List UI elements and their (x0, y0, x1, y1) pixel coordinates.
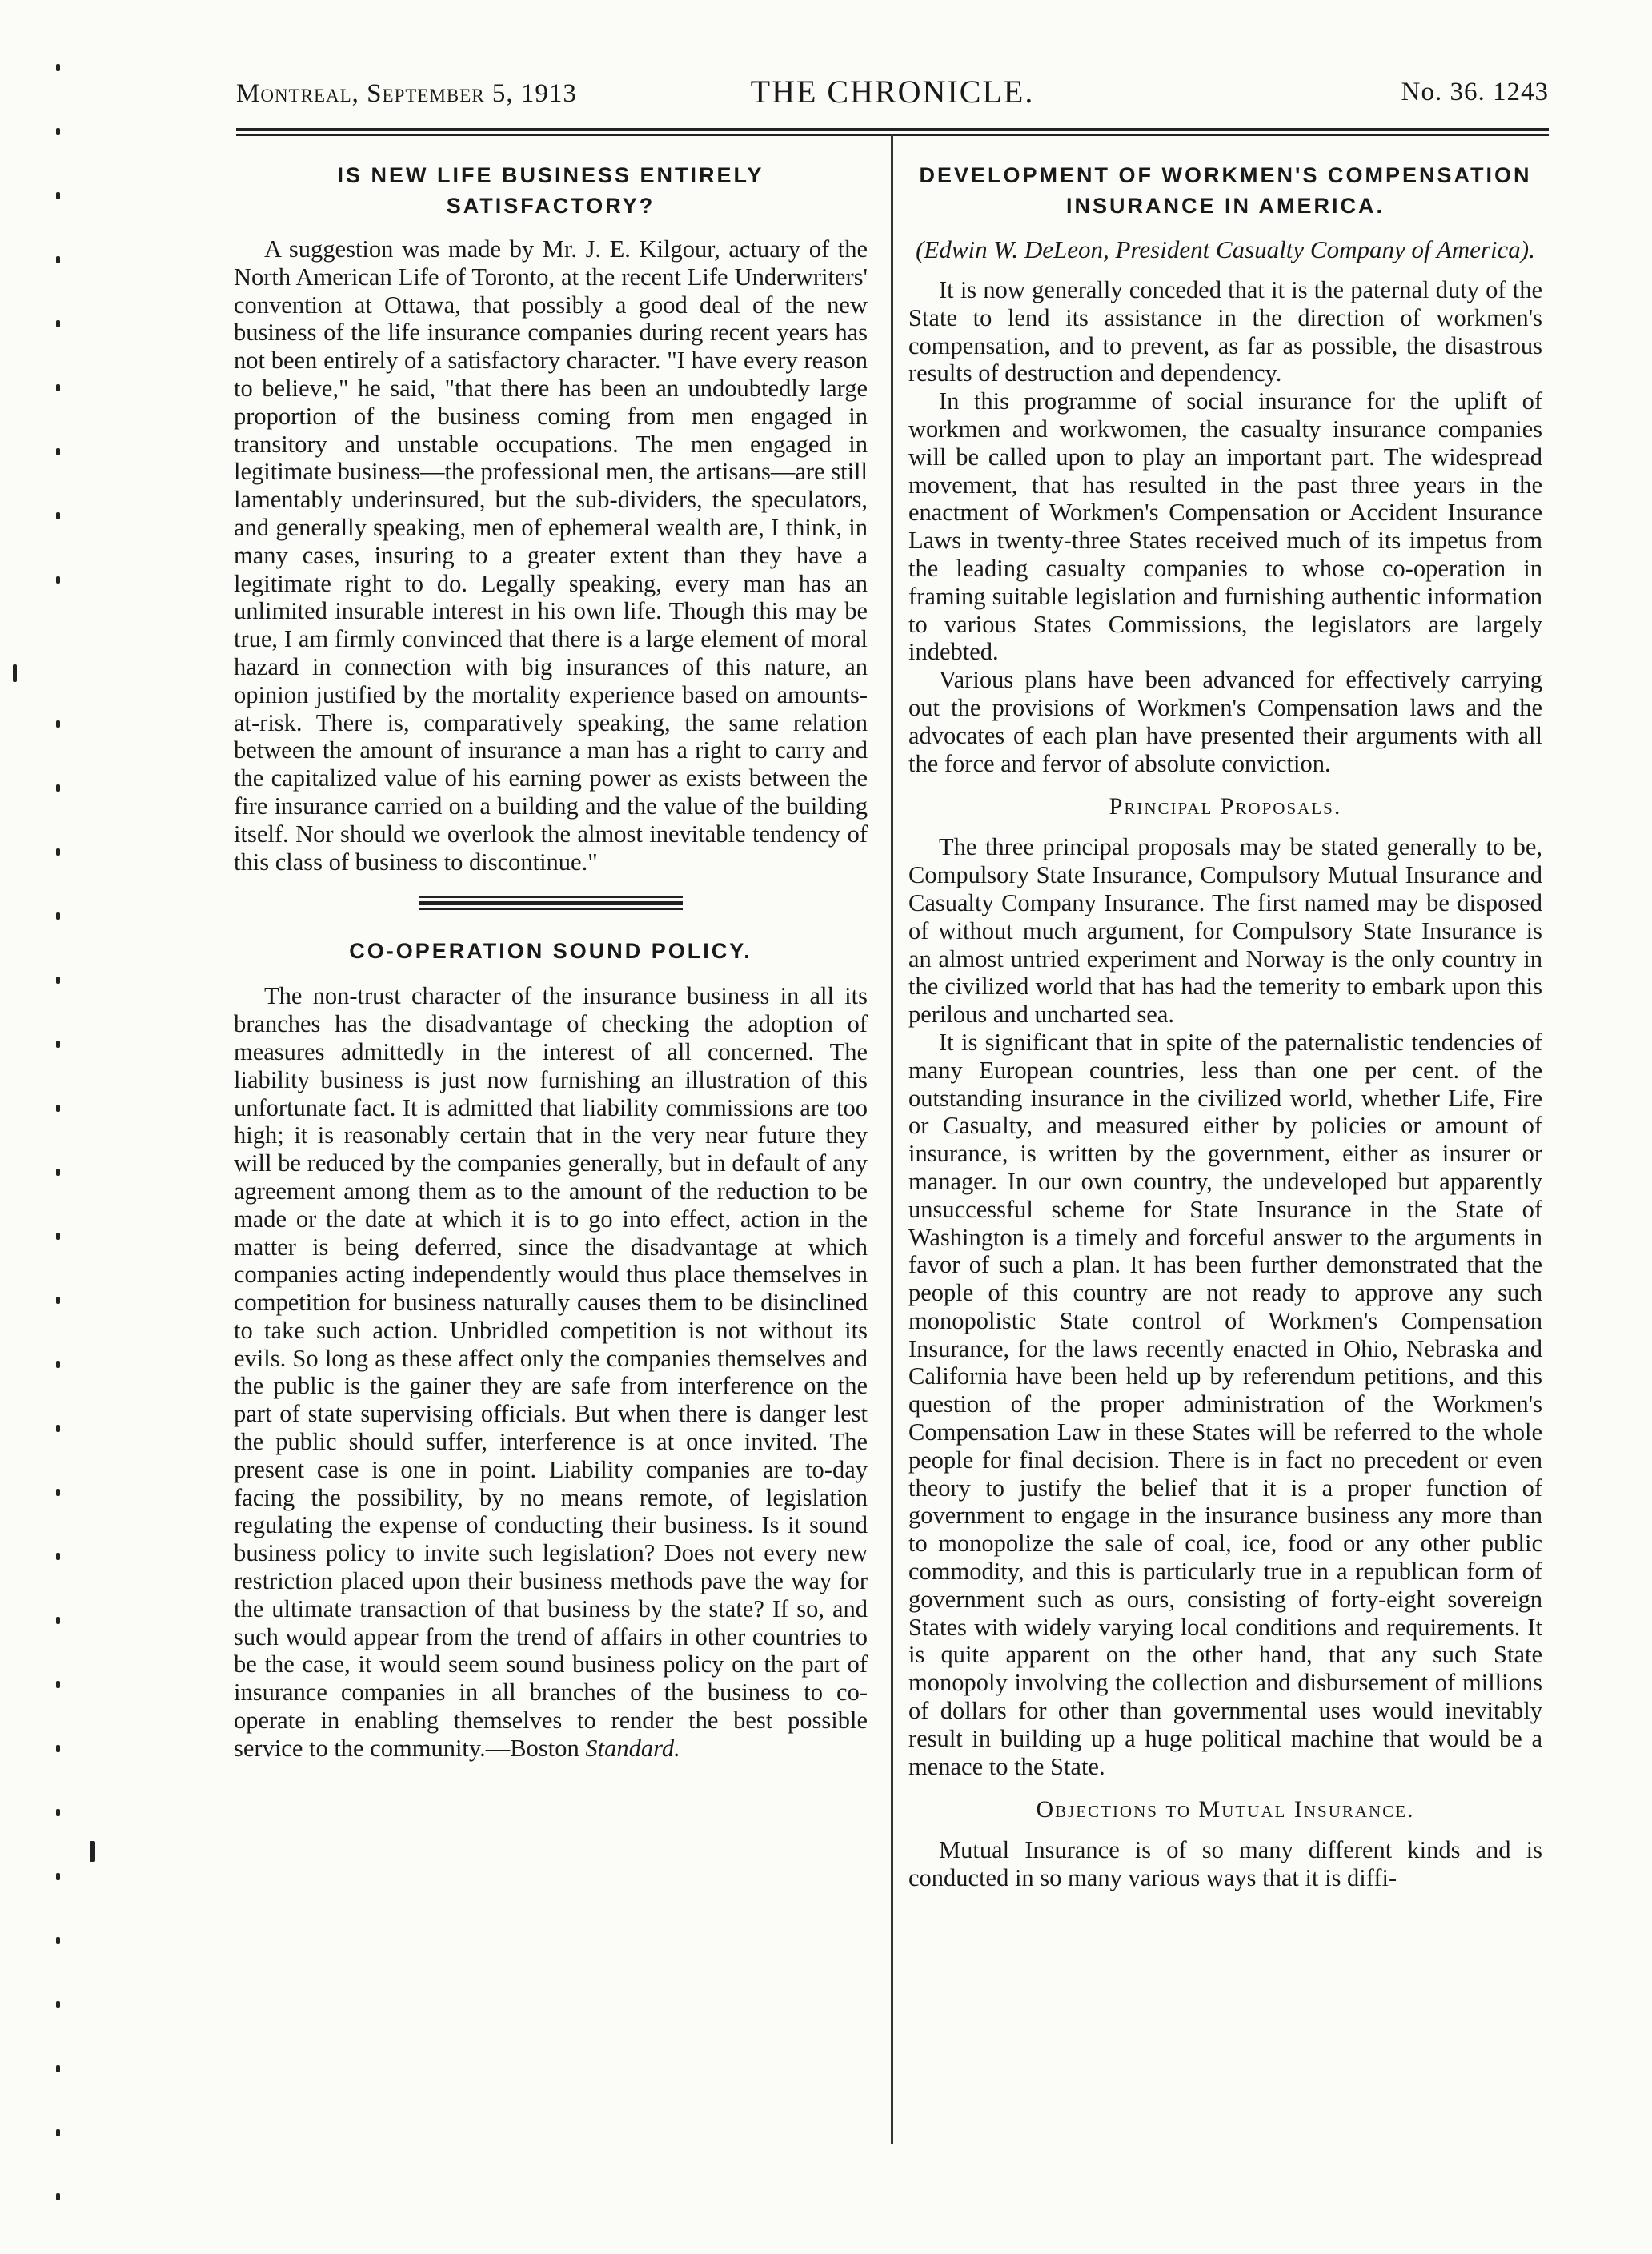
page-header (236, 68, 1549, 116)
publication-title: THE CHRONICLE. (750, 74, 1035, 110)
article-title: IS NEW LIFE BUSINESS ENTIRELY SATISFACTORY? (337, 163, 764, 218)
source-credit: Standard. (585, 1734, 680, 1762)
article-paragraph: Various plans have been advanced for effectively carrying out the provisions of Workmen's Compensation laws and the advocates of each plan have presented their arguments with all the force and fervor of absolute conviction. (908, 666, 1542, 777)
binding-margin (0, 0, 80, 2254)
article-byline: (Edwin W. DeLeon, President Casualty Company of America). (916, 235, 1535, 263)
right-column (908, 160, 1542, 1892)
left-column (234, 160, 868, 1763)
paragraph-text: The non-trust character of the insurance business in all its branches has the disadvantage of checking the adoption of measures admittedly in the interest of all concerned. The liability business is just now furnishing an illustration of this unfortunate fact. It is admitted that liability commissions are too high; it is reasonably certain that in the very near future they will be reduced by the companies generally, but in default of any agreement among them as to the amount of the reduction to be made or the date at which it is to go into effect, action in the matter is being deferred, since the disadvantage at which companies acting independently would thus place themselves in competition for business naturally causes them to be disinclined to take such action. Unbridled competition is not without its evils. So long as these affect only the companies themselves and the public is the gainer they are safe from interference on the part of state supervising officials. But when there is danger lest the public should suffer, interference is at once invited. The present case is one in point. Liability companies are to-day facing the possibility, by no means remote, of legislation regulating the expense of conducting their business. Is it sound business policy to invite such legislation? Does not every new restriction placed upon their business methods pave the way for the ultimate transaction of that business by the state? If so, and such would appear from the trend of affairs in other countries to be the case, it would seem sound business policy on the part of insurance companies in all branches of the business to co-operate in enabling themselves to render the best possible service to the community.—Boston (234, 982, 868, 1762)
article-title: CO-OPERATION SOUND POLICY. (349, 939, 752, 964)
article-paragraph: A suggestion was made by Mr. J. E. Kilgour, actuary of the North American Life of Toronto, at the recent Life Underwriters' convention at Ottawa, that possibly a good deal of the new business of the life insurance companies during recent years has not been entirely of a satisfactory character. "I have every reason to believe," he said, "that there has been an undoubtedly large proportion of the business coming from men engaged in transitory and unstable occupations. The men engaged in legitimate business—the professional men, the artisans—are still lamentably underinsured, but the sub-dividers, the speculators, and generally speaking, men of ephemeral wealth are, I think, in many cases, insuring to a greater extent than they have a legitimate right to do. Legally speaking, every man has an unlimited insurable interest in his own life. Though this may be true, I am firmly convinced that there is a large element of moral hazard in connection with big insurances of this nature, an opinion justified by the mortality experience based on amounts-at-risk. There is, comparatively speaking, the same relation between the amount of insurance a man has a right to carry and the capitalized value of his earning power as exists between the fire insurance carried on a building and the value of the building itself. Nor should we overlook the almost inevitable tendency of this class of business to discontinue." (234, 235, 868, 876)
header-rule-thick (236, 128, 1549, 131)
column-divider (891, 134, 893, 2144)
section-heading: Objections to Mutual Insurance. (1036, 1796, 1415, 1823)
article-paragraph: In this programme of social insurance for the uplift of workmen and workwomen, the casualty insurance companies will be called upon to play an important part. The widespread movement, that has resulted in the past three years in the enactment of Workmen's Compensation or Accident Insurance Laws in twenty-three States received much of its impetus from the leading casualty companies to whose co-operation in framing suitable legislation and furnishing authentic information to various States Commissions, the legislators are largely indebted. (908, 387, 1542, 666)
article-separator (419, 896, 683, 910)
article-cooperation-policy (234, 936, 868, 1762)
article-paragraph (234, 982, 868, 1762)
article-new-life-business (234, 160, 868, 876)
article-paragraph: It is significant that in spite of the paternalistic tendencies of many European countries, less than one per cent. of the outstanding insurance in the civilized world, whether Life, Fire or Casualty, and measured either by policies or amount of insurance, is written by the government, either as insurer or manager. In our own country, the undeveloped but apparently unsuccessful scheme for State Insurance in the State of Washington is a timely and forceful answer to the arguments in favor of such a plan. It has been further demonstrated that the people of this country are not ready to approve any such monopolistic State control of Workmen's Compensation Insurance, for the laws recently enacted in Ohio, Nebraska and California have been held up by referendum petitions, and this question of the proper administration of the Workmen's Compensation Law in these States will be referred to the whole people for final decision. There is in fact no precedent or even theory to justify the belief that it is a proper function of government to engage in the insurance business any more than to monopolize the sale of coal, ice, food or any other public commodity, and this is particularly true in a republican form of government such as ours, consisting of forty-eight sovereign States with widely varying local conditions and requirements. It is quite apparent on the other hand, that any such State monopoly involving the collection and disbursement of millions of dollars for other than governmental uses would inevitably result in building up a huge political machine that would be a menace to the State. (908, 1028, 1542, 1780)
article-paragraph: Mutual Insurance is of so many different kinds and is conducted in so many various ways that it is diffi- (908, 1836, 1542, 1892)
article-title: DEVELOPMENT OF WORKMEN'S COMPENSATION INSURANCE IN AMERICA. (919, 163, 1532, 218)
issue-page-number: No. 36. 1243 (1401, 78, 1549, 106)
dateline: Montreal, September 5, 1913 (236, 79, 577, 108)
article-paragraph: It is now generally conceded that it is the paternal duty of the State to lend its assistance in the direction of workmen's compensation, and to prevent, as far as possible, the disastrous results of destruction and dependency. (908, 276, 1542, 387)
section-heading: Principal Proposals. (1109, 793, 1342, 820)
article-workmens-compensation (908, 160, 1542, 1892)
article-paragraph: The three principal proposals may be stated generally to be, Compulsory State Insurance, Compulsory Mutual Insurance and Casualty Company Insurance. The first named may be disposed of without much argument, for Compulsory State Insurance is an almost untried experiment and Norway is the only country in the civilized world that has had the temerity to embark upon this perilous and uncharted sea. (908, 833, 1542, 1029)
